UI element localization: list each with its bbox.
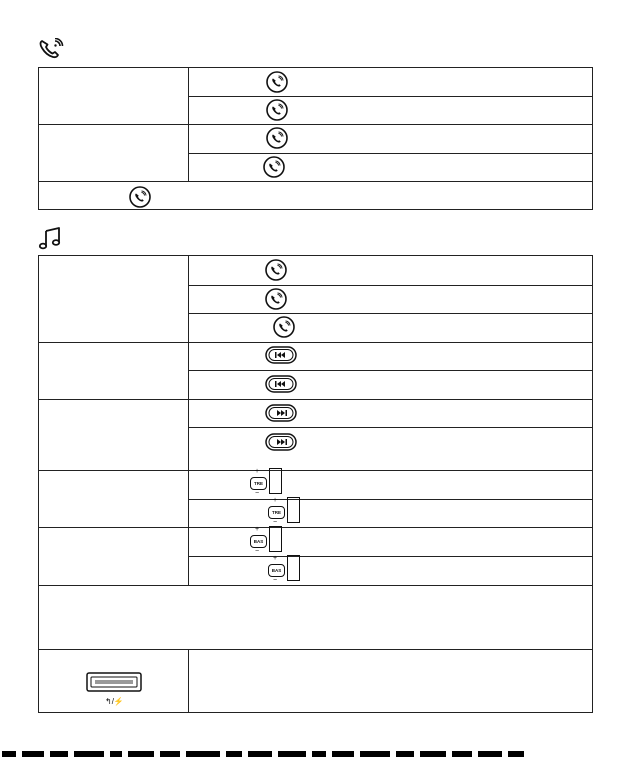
- minus-label: −: [273, 577, 278, 584]
- phone-call-button-icon[interactable]: [265, 259, 287, 281]
- treble-label: TRE: [250, 477, 267, 490]
- phone-call-button-icon[interactable]: [266, 99, 288, 121]
- bass-label: BAS: [268, 564, 285, 577]
- bass-knob-icon[interactable]: [266, 555, 320, 589]
- phone-call-icon: [38, 38, 68, 65]
- cropped-footer-text: [0, 744, 631, 757]
- phone-call-button-icon[interactable]: [263, 156, 285, 178]
- knob-slider: [287, 497, 300, 523]
- phone-table: [38, 67, 593, 210]
- treble-label: TRE: [268, 506, 285, 519]
- plus-label: +: [255, 468, 260, 475]
- column-divider: [188, 649, 189, 712]
- knob-slider: [287, 555, 300, 581]
- minus-label: −: [273, 519, 278, 526]
- column-divider: [188, 256, 189, 585]
- phone-call-button-icon[interactable]: [273, 316, 295, 338]
- knob-slider: [269, 526, 282, 552]
- row-divider: [188, 96, 593, 97]
- next-track-button-icon[interactable]: [265, 433, 297, 451]
- row-divider: [188, 370, 593, 371]
- previous-track-button-icon[interactable]: [265, 346, 297, 364]
- row-divider: [188, 153, 593, 154]
- plus-label: +: [273, 497, 278, 504]
- bass-label: BAS: [250, 535, 267, 548]
- row-divider: [188, 313, 593, 314]
- row-divider: [39, 342, 592, 343]
- next-track-button-icon[interactable]: [265, 404, 297, 422]
- row-divider: [39, 181, 592, 182]
- music-note-icon: [38, 226, 62, 255]
- minus-label: −: [255, 490, 260, 497]
- phone-call-button-icon[interactable]: [265, 288, 287, 310]
- row-divider: [39, 470, 592, 471]
- plus-label: +: [273, 555, 278, 562]
- row-divider: [39, 649, 592, 650]
- row-divider: [188, 427, 593, 428]
- plus-label: +: [255, 526, 260, 533]
- phone-call-button-icon[interactable]: [129, 186, 151, 208]
- usb-caption: ↰/⚡: [105, 697, 124, 706]
- music-table: [38, 255, 593, 713]
- knob-slider: [269, 468, 282, 494]
- phone-call-button-icon[interactable]: [266, 71, 288, 93]
- minus-label: −: [255, 548, 260, 555]
- row-divider: [39, 124, 592, 125]
- phone-call-button-icon[interactable]: [266, 127, 288, 149]
- row-divider: [39, 399, 592, 400]
- row-divider: [188, 285, 593, 286]
- previous-track-button-icon[interactable]: [265, 375, 297, 393]
